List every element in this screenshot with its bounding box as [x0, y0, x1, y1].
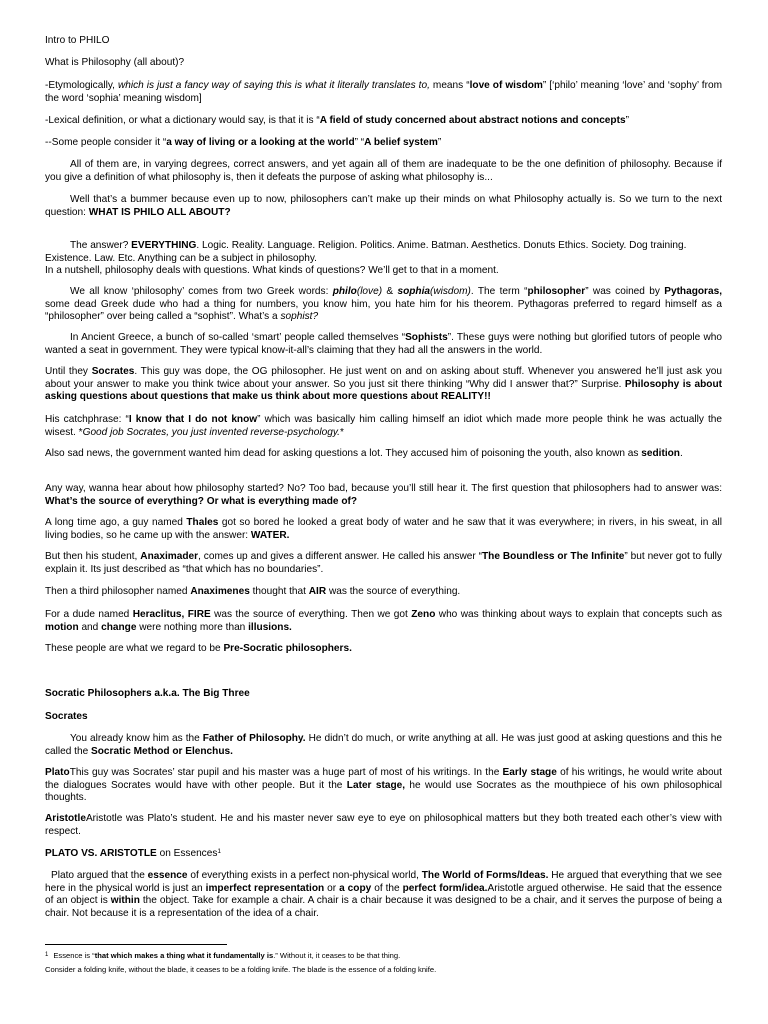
paragraph-sedition: Also sad news, the government wanted him dead for asking questions a lot. They accused him of poisoning the youth, also known as sedition. — [45, 448, 683, 459]
way-of-living-definition: --Some people consider it “a way of living or a looking at the world” “A belief system” — [45, 137, 442, 148]
paragraph-pre-socratic: These people are what we regard to be Pre-Socratic philosophers. — [45, 643, 352, 654]
heading-socrates: Socrates — [45, 711, 88, 722]
paragraph-anaximenes: Then a third philosopher named Anaximenes thought that AIR was the source of everything. — [45, 586, 461, 597]
paragraph-aristotle: AristotleAristotle was Plato’s student. He and his master never saw eye to eye on philosophical matters but they both treated each other’s view with respect. — [45, 813, 722, 837]
footnote-line-2: Consider a folding knife, without the blade, it ceases to be a folding knife. The blade is the essence of a folding knife. — [45, 965, 437, 974]
footnote-divider — [45, 944, 227, 945]
lexical-definition: -Lexical definition, or what a dictionary would say, is that it is “A field of study concerned about abstract notions and concepts” — [45, 115, 629, 126]
etymological-definition: -Etymologically, which is just a fancy way of saying this is what it literally translates to, means “love of wisdom” [‘philo’ meaning ‘love’ and ‘sophy’ from the word ‘sophia’ meaning wisdom] — [45, 80, 722, 104]
paragraph-socrates: Until they Socrates. This guy was dope, the OG philosopher. He just went on and on asking about stuff. Whenever you answered he’ll just ask you about your answer to make you think twice about your answer. So you just sit there thinking “Why did I answer that?” Surprise. Philosophy is about asking questions about questions that make us think about more questions about REALITY!! — [45, 366, 722, 403]
paragraph-greek-words: We all know ‘philosophy’ comes from two Greek words: philo(love) & sophia(wisdom). The term “philosopher” was coined by Pythagoras, some dead Greek dude who had a thing for numbers, you know him, you hate him for his theorem. Pythagoras preferred to regard himself as a “philosopher” over being called a “sophist”. What’s a sophist? — [45, 286, 722, 323]
paragraph-inadequate: All of them are, in varying degrees, correct answers, and yet again all of them are inadequate to be the one definition of philosophy. Because if you give a definition of what philosophy is, then it defeats the purpose of asking what philosophy is... — [45, 159, 722, 183]
footnote-line-1: $^1$ Essence is “that which makes a thing what it fundamentally is.” Without it, it ceases to be that thing. — [45, 951, 401, 960]
paragraph-sophists: In Ancient Greece, a bunch of so-called ‘smart’ people called themselves “Sophists”. These guys were nothing but glorified tutors of people who wanted a seat in government. They were typical know-it-all’s claiming that they had all the answers in the world. — [45, 332, 722, 356]
paragraph-thales: A long time ago, a guy named Thales got so bored he looked a great body of water and he saw that it was everywhere; in rivers, in his sweat, in all living bodies, so he came up with the answer: WATER. — [45, 517, 722, 541]
paragraph-father-of-philosophy: You already know him as the Father of Philosophy. He didn’t do much, or write anything at all. He was just good at asking questions and this he called the Socratic Method or Elenchus. — [45, 733, 722, 757]
paragraph-essences: Plato argued that the essence of everything exists in a perfect non-physical world, The World of Forms/Ideas. He argued that everything that we see here in the physical world is just an imperfect representation or a copy of the perfect form/idea.Aristotle argued otherwise. He said that the essence of an object is within the object. Take for example a chair. A chair is a chair because it was designed to be a chair, and it serves the purpose of being a chair. Not because it is a representation of the idea of a chair. — [45, 870, 723, 919]
heading-big-three: Socratic Philosophers a.k.a. The Big Three — [45, 688, 250, 699]
heading-plato-vs-aristotle: PLATO VS. ARISTOTLE on Essences$^1$ — [45, 848, 222, 859]
paragraph-catchphrase: His catchphrase: “I know that I do not know” which was basically him calling himself an idiot which made more people think he was actually the wisest. *Good job Socrates, you just invented reverse-psychology.* — [45, 414, 723, 438]
paragraph-plato: PlatoThis guy was Socrates’ star pupil and his master was a huge part of most of his writings. In the Early stage of his writings, he would write about the dialogues Socrates would have with other people. But it the Later stage, he would use Socrates as the mouthpiece of his own philosophical thoughts. — [45, 767, 722, 804]
document-title: Intro to PHILO — [45, 35, 110, 46]
paragraph-first-question: Any way, wanna hear about how philosophy started? No? Too bad, because you’ll still hear it. The first question that philosophers had to answer was: What’s the source of everything? Or what is everything made of? — [45, 483, 722, 507]
paragraph-bummer: Well that’s a bummer because even up to now, philosophers can’t make up their minds on what Philosophy actually is. So we turn to the next question: WHAT IS PHILO ALL ABOUT? — [45, 194, 722, 218]
paragraph-heraclitus: For a dude named Heraclitus, FIRE was the source of everything. Then we got Zeno who was thinking about ways to explain that concepts such as motion and change were nothing more than illusions. — [45, 609, 722, 633]
paragraph-anaximander: But then his student, Anaximader, comes up and gives a different answer. He called his answer “The Boundless or The Infinite” but never got to fully explain it. Its just described as “that which has no boundaries”. — [45, 551, 722, 575]
footnote-reference: 1 — [217, 848, 222, 855]
paragraph-everything: The answer? EVERYTHING. Logic. Reality. Language. Religion. Politics. Anime. Batman. Aesthetics. Donuts Ethics. Society. Dog training. Existence. Law. Etc. Anything can be a subject in philosophy. In a nutshell, philosophy deals with questions. What kinds of questions? We’ll get to that in a moment. — [45, 240, 687, 277]
question-what-is-philosophy: What is Philosophy (all about)? — [45, 57, 185, 68]
